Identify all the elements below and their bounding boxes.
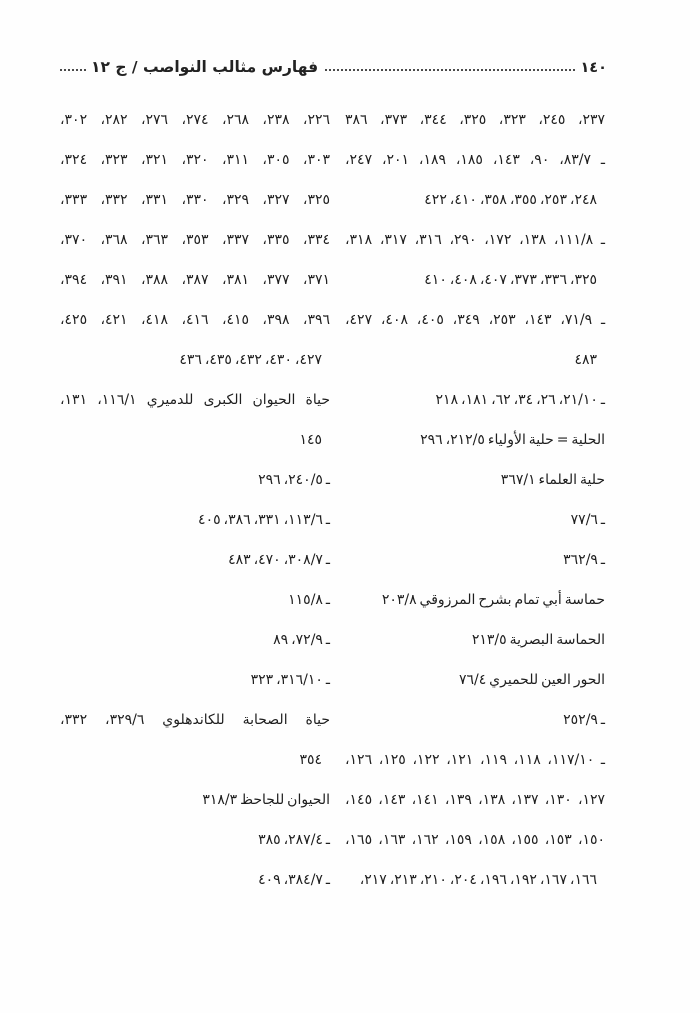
page-header (60, 48, 607, 76)
index-line: ٣٢٥، ٣٢٧، ٣٢٩، ٣٣٠، ٣٣١، ٣٣٢، ٣٣٣، (60, 192, 330, 208)
index-line: ـ ٢٥٢/٩ (563, 712, 605, 728)
index-line: ٤٨٣ (574, 352, 597, 368)
index-line: ـ ٣٨٤/٧، ٤٠٩ (258, 872, 330, 888)
index-line: ـ ٣١٦/١٠، ٣٢٣ (250, 672, 330, 688)
index-line: ـ ٧١/٩، ١٤٣، ٢٥٣، ٣٤٩، ٤٠٥، ٤٠٨، ٤٢٧، (345, 312, 606, 328)
index-line: ٢٣٧، ٢٤٥، ٣٢٣، ٣٢٥، ٣٤٤، ٣٧٣، ٣٨٦ (345, 112, 606, 128)
index-line: ـ ١١٧/١٠، ١١٨، ١١٩، ١٢١، ١٢٢، ١٢٥، ١٢٦، (345, 752, 606, 768)
index-line: ـ ٣٠٨/٧، ٤٧٠، ٤٨٣ (228, 552, 330, 568)
dot-leader-left (60, 68, 86, 71)
index-line: ٢٢٦، ٢٣٨، ٢٦٨، ٢٧٤، ٢٧٦، ٢٨٢، ٣٠٢، (60, 112, 330, 128)
index-line: حياة الصحابة للكاندهلوي ٣٢٩/٦، ٣٣٢، (60, 712, 331, 728)
index-line: ٣٣٤، ٣٣٥، ٣٣٧، ٣٥٣، ٣٦٣، ٣٦٨، ٣٧٠، (60, 232, 330, 248)
index-line: ـ ٢٨٧/٤، ٣٨٥ (258, 832, 330, 848)
index-line: الحماسة البصرية ٢١٣/٥ (471, 632, 605, 648)
index-line: ١٤٥ (299, 432, 322, 448)
column-left (60, 100, 330, 900)
page-number: ١٤٠ (580, 60, 607, 76)
index-line: ـ ٧٢/٩، ٨٩ (273, 632, 330, 648)
dot-leader (325, 68, 575, 71)
index-line: ٣٩٦، ٣٩٨، ٤١٥، ٤١٦، ٤١٨، ٤٢١، ٤٢٥، (60, 312, 330, 328)
index-line: حياة الحيوان الكبرى للدميري ١١٦/١، ١٣١، (60, 392, 330, 408)
index-line: ١٥٠، ١٥٣، ١٥٥، ١٥٨، ١٥٩، ١٦٢، ١٦٣، ١٦٥، (345, 832, 606, 848)
index-line: ٤٢٧، ٤٣٠، ٤٣٢، ٤٣٥، ٤٣٦ (179, 352, 322, 368)
index-line: ٣٠٣، ٣٠٥، ٣١١، ٣٢٠، ٣٢١، ٣٢٣، ٣٢٤، (60, 152, 330, 168)
index-line: ٣٢٥، ٣٣٦، ٣٧٣، ٤٠٧، ٤٠٨، ٤١٠ (424, 272, 597, 288)
index-line: ١٦٦، ١٦٧، ١٩٢، ١٩٦، ٢٠٤، ٢١٠، ٢١٣، ٢١٧، (359, 872, 597, 888)
index-line: ـ ٢١/١٠، ٢٦، ٣٤، ٦٢، ١٨١، ٢١٨ (435, 392, 605, 408)
index-line: الحلية = حلية الأولياء ٢١٢/٥، ٢٩٦ (420, 432, 605, 448)
index-line: ١٢٧، ١٣٠، ١٣٧، ١٣٨، ١٣٩، ١٤١، ١٤٣، ١٤٥، (345, 792, 606, 808)
index-line: ـ ٣٦٢/٩ (563, 552, 605, 568)
index-line: حلية العلماء ٣٦٧/١ (500, 472, 605, 488)
index-line: ـ ١١٣/٦، ٣٣١، ٣٨٦، ٤٠٥ (198, 512, 330, 528)
running-header-title: فهارس مثالب النواصب / ج ١٢ (91, 58, 319, 76)
index-line: حماسة أبي تمام بشرح المرزوقي ٢٠٣/٨ (381, 592, 605, 608)
index-line: الحيوان للجاحظ ٣١٨/٣ (202, 792, 330, 808)
index-line: ـ ٢٤٠/٥، ٢٩٦ (258, 472, 330, 488)
index-line: ٢٤٨، ٢٥٣، ٣٥٥، ٣٥٨، ٤١٠، ٤٢٢ (424, 192, 597, 208)
text-columns (60, 100, 605, 900)
index-line: ٣٥٤ (299, 752, 322, 768)
index-line: الحور العين للحميري ٧٦/٤ (458, 672, 605, 688)
index-line: ـ ٧٧/٦ (570, 512, 605, 528)
index-line: ـ ٨٣/٧، ٩٠، ١٤٣، ١٨٥، ١٨٩، ٢٠١، ٢٤٧، (345, 152, 605, 168)
index-line: ـ ١١١/٨، ١٣٨، ١٧٢، ٢٩٠، ٣١٦، ٣١٧، ٣١٨، (345, 232, 606, 248)
index-line: ـ ١١٥/٨ (288, 592, 330, 608)
column-right (345, 100, 605, 900)
index-line: ٣٧١، ٣٧٧، ٣٨١، ٣٨٧، ٣٨٨، ٣٩١، ٣٩٤، (60, 272, 330, 288)
